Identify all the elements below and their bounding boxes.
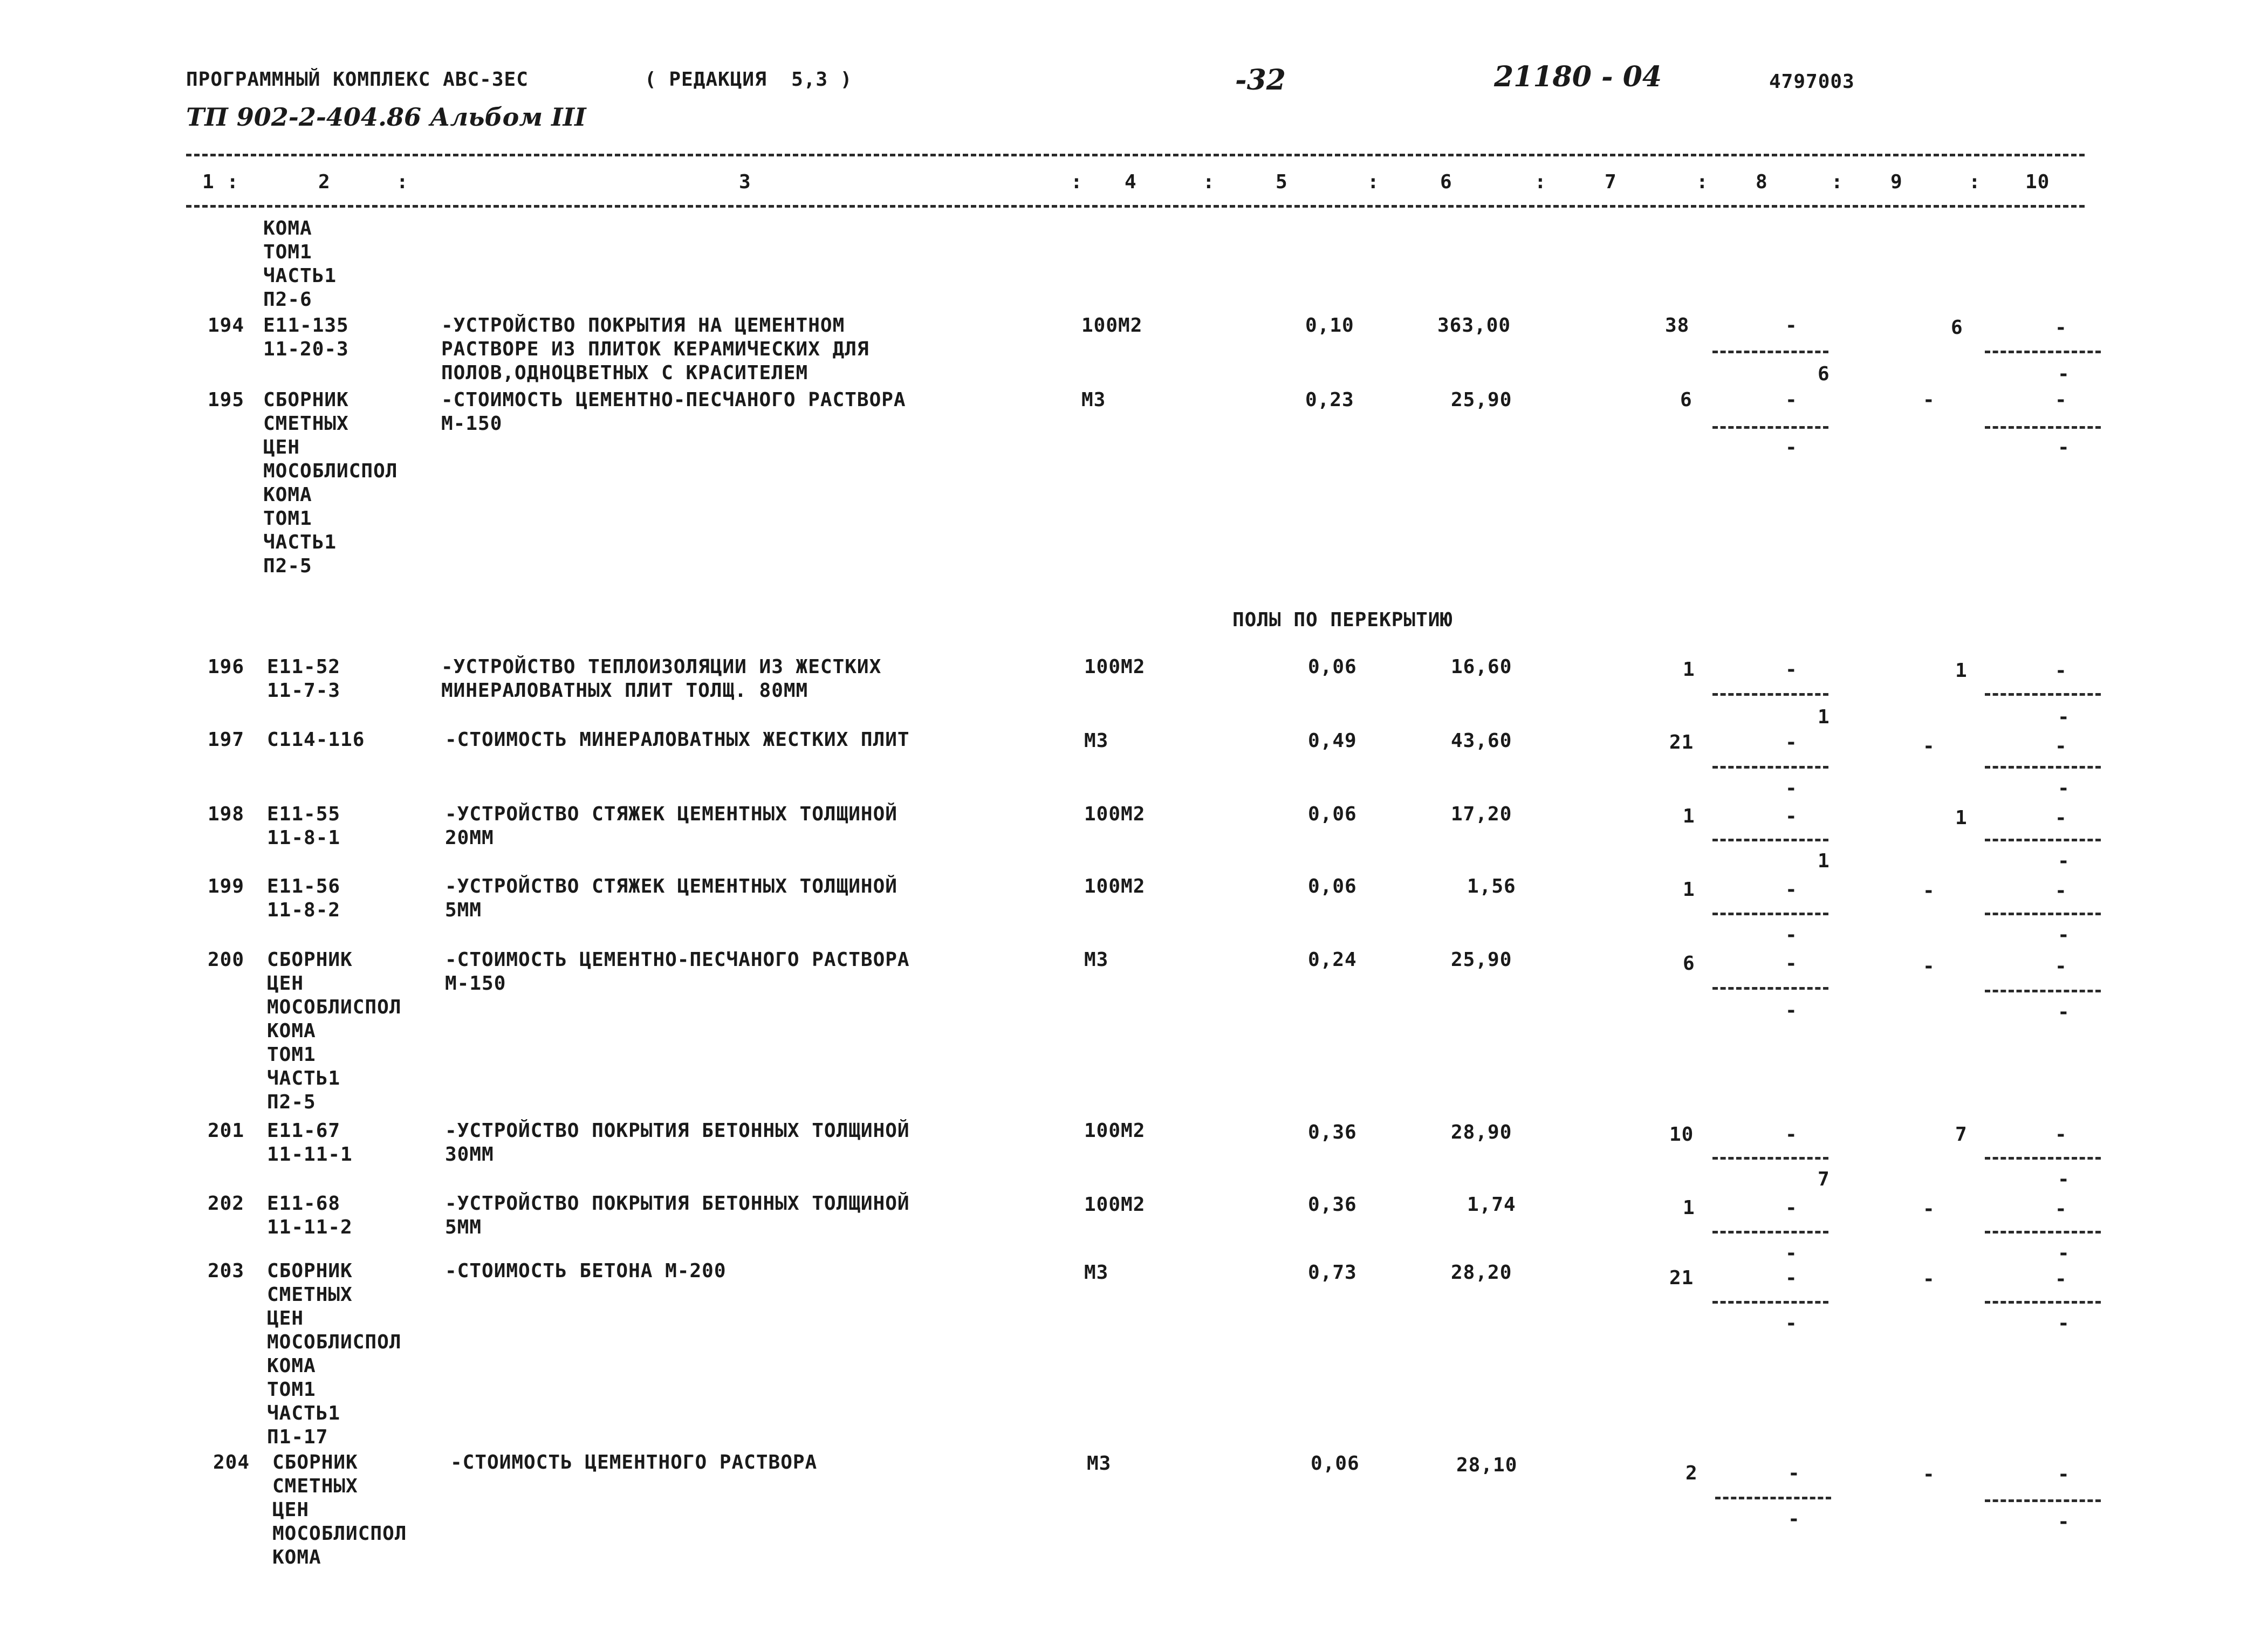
row-price: 16,60 [1451, 656, 1512, 678]
row-col10-bottom: - [2058, 706, 2070, 728]
row-code: Е11-55 11-8-1 [267, 803, 341, 849]
row-col8-bottom: - [1785, 1312, 1798, 1334]
row-col9: - [1923, 1198, 1935, 1220]
row-unit: М3 [1081, 389, 1106, 411]
row-col10-bottom: - [2058, 777, 2070, 799]
col-4: 4 [1125, 171, 1137, 193]
fraction-line [1985, 766, 2101, 769]
col-5: 5 [1276, 171, 1288, 193]
row-col8-bottom: - [1788, 1508, 1800, 1530]
row-col8-bottom: 1 [1818, 850, 1830, 872]
col-sep: : [1367, 171, 1380, 193]
row-code: Е11-135 11-20-3 [263, 314, 349, 360]
col-sep: : [1831, 171, 1844, 193]
fraction-line [1985, 426, 2101, 429]
row-col10-bottom: - [2058, 850, 2070, 872]
row-col10-top: - [2055, 1123, 2067, 1146]
row-number: 196 [208, 656, 245, 678]
row-price: 28,20 [1451, 1262, 1512, 1284]
row-price: 363,00 [1437, 314, 1511, 337]
col-sep: : [396, 171, 409, 193]
row-col7: 1 [1683, 1197, 1695, 1219]
row-col9: 1 [1955, 807, 1968, 829]
row-col10-top: - [2055, 955, 2067, 977]
row-col10-bottom: - [2058, 1168, 2070, 1190]
row-col7: 10 [1669, 1123, 1694, 1146]
row-price: 43,60 [1451, 730, 1512, 752]
row-col7: 6 [1683, 952, 1695, 975]
row-col8-bottom: - [1785, 1242, 1798, 1264]
row-number: 203 [208, 1260, 245, 1282]
row-col7: 21 [1669, 731, 1694, 753]
row-code: СБОРНИК СМЕТНЫХ ЦЕН МОСОБЛИСПОЛ КОМА ТОМ1 ЧАСТЬ1 П2-5 [263, 389, 398, 577]
row-unit: М3 [1087, 1452, 1112, 1475]
row-quantity: 0,06 [1311, 1452, 1360, 1475]
row-number: 199 [208, 875, 245, 897]
row-quantity: 0,06 [1308, 803, 1357, 825]
row-code: СБОРНИК СМЕТНЫХ ЦЕН МОСОБЛИСПОЛ КОМА [272, 1451, 407, 1568]
col-sep: : [1534, 171, 1547, 193]
fraction-line [1985, 1499, 2101, 1502]
row-col8-top: - [1785, 952, 1798, 975]
row-col10-top: - [2058, 1463, 2070, 1485]
fraction-line [1985, 693, 2101, 696]
row-col8-bottom: - [1785, 999, 1798, 1022]
row-col9: 6 [1951, 317, 1963, 339]
row-unit: 100М2 [1084, 803, 1146, 825]
row-unit: 100М2 [1081, 314, 1143, 337]
row-number: 201 [208, 1120, 245, 1142]
fraction-line [1985, 1157, 2101, 1160]
row-col8-top: - [1785, 659, 1798, 681]
row-col9: - [1923, 1268, 1935, 1290]
row-quantity: 0,23 [1305, 389, 1354, 411]
row-col8-top: - [1788, 1462, 1800, 1484]
row-unit: М3 [1084, 1262, 1109, 1284]
header-rule-top [186, 154, 2085, 156]
row-quantity: 0,36 [1308, 1121, 1357, 1143]
row-price: 17,20 [1451, 803, 1512, 825]
fraction-line [1712, 693, 1828, 696]
row-description: -СТОИМОСТЬ БЕТОНА М-200 [445, 1260, 727, 1282]
row-quantity: 0,10 [1305, 314, 1354, 337]
row-description: -УСТРОЙСТВО ПОКРЫТИЯ БЕТОННЫХ ТОЛЩИНОЙ 30ММ [445, 1120, 910, 1166]
row-col10-top: - [2055, 807, 2067, 829]
row-col10-top: - [2055, 660, 2067, 682]
doc-code: 21180 - 04 [1494, 60, 1662, 93]
row-description: -УСТРОЙСТВО СТЯЖЕК ЦЕМЕНТНЫХ ТОЛЩИНОЙ 5ММ [445, 875, 897, 921]
row-code: СБОРНИК ЦЕН МОСОБЛИСПОЛ КОМА ТОМ1 ЧАСТЬ1 П2-5 [267, 949, 402, 1113]
row-col8-bottom: 1 [1818, 706, 1830, 728]
row-col8-bottom: - [1785, 436, 1798, 458]
row-price: 25,90 [1451, 949, 1512, 971]
col-2: 2 [318, 171, 331, 193]
row-number: 204 [213, 1451, 250, 1474]
col-8: 8 [1756, 171, 1768, 193]
fraction-line [1712, 839, 1828, 841]
row-unit: М3 [1084, 730, 1109, 752]
row-price: 28,10 [1456, 1454, 1518, 1476]
row-col7: 1 [1683, 659, 1695, 681]
row-col9: - [1923, 389, 1935, 411]
row-number: 194 [208, 314, 245, 337]
row-col8-bottom: 7 [1818, 1168, 1830, 1190]
row-number: 197 [208, 729, 245, 751]
row-col9: - [1923, 880, 1935, 902]
row-quantity: 0,49 [1308, 730, 1357, 752]
row-unit: 100М2 [1084, 1194, 1146, 1216]
row-code: Е11-67 11-11-1 [267, 1120, 353, 1166]
col-9: 9 [1890, 171, 1903, 193]
row-col9: - [1923, 955, 1935, 977]
row-col7: 1 [1683, 805, 1695, 827]
row-col10-top: - [2055, 880, 2067, 902]
row-description: -УСТРОЙСТВО СТЯЖЕК ЦЕМЕНТНЫХ ТОЛЩИНОЙ 20ММ [445, 803, 897, 849]
row-description: -УСТРОЙСТВО ПОКРЫТИЯ БЕТОННЫХ ТОЛЩИНОЙ 5ММ [445, 1193, 910, 1238]
col-6: 6 [1440, 171, 1452, 193]
row-unit: М3 [1084, 949, 1109, 971]
fraction-line [1712, 987, 1828, 990]
row-number: 195 [208, 389, 245, 411]
row-description: -СТОИМОСТЬ ЦЕМЕНТНО-ПЕСЧАНОГО РАСТВОРА М-150 [441, 389, 906, 435]
edition: ( РЕДАКЦИЯ 5,3 ) [645, 68, 853, 91]
col-sep: : [1696, 171, 1709, 193]
row-description: -УСТРОЙСТВО ПОКРЫТИЯ НА ЦЕМЕНТНОМ РАСТВОРЕ ИЗ ПЛИТОК КЕРАМИЧЕСКИХ ДЛЯ ПОЛОВ,ОДНОЦВЕТНЫХ С КРАСИТЕЛЕМ [441, 314, 869, 384]
row-description: -СТОИМОСТЬ ЦЕМЕНТНО-ПЕСЧАНОГО РАСТВОРА М-150 [445, 949, 910, 995]
row-description: -СТОИМОСТЬ ЦЕМЕНТНОГО РАСТВОРА [450, 1451, 818, 1474]
fraction-line [1715, 1497, 1831, 1499]
fraction-line [1712, 913, 1828, 915]
page-number: -32 [1235, 64, 1286, 97]
row-unit: 100М2 [1084, 656, 1146, 678]
row-quantity: 0,06 [1308, 656, 1357, 678]
row-col8-top: - [1785, 879, 1798, 901]
row-col10-bottom: - [2058, 1511, 2070, 1533]
fraction-line [1712, 1301, 1828, 1304]
row-code: С114-116 [267, 729, 365, 751]
row-col10-top: - [2055, 735, 2067, 757]
row-number: 198 [208, 803, 245, 825]
fraction-line [1985, 990, 2101, 992]
row-col7: 21 [1669, 1267, 1694, 1289]
col-10: 10 [2025, 171, 2050, 193]
section-title: ПОЛЫ ПО ПЕРЕКРЫТИЮ [1232, 609, 1453, 631]
row-col8-top: - [1785, 314, 1798, 337]
col-3: 3 [739, 171, 751, 193]
row-col8-top: - [1785, 1123, 1798, 1146]
program-name: ПРОГРАММНЫЙ КОМПЛЕКС АВС-3ЕС [186, 68, 529, 91]
row-col7: 1 [1683, 879, 1695, 901]
row-quantity: 0,73 [1308, 1262, 1357, 1284]
row-col10-bottom: - [2058, 1242, 2070, 1264]
row-col8-top: - [1785, 1197, 1798, 1219]
row-col7: 38 [1665, 314, 1690, 337]
row-description: -СТОИМОСТЬ МИНЕРАЛОВАТНЫХ ЖЕСТКИХ ПЛИТ [445, 729, 910, 751]
row-col10-bottom: - [2058, 1312, 2070, 1334]
row-col10-bottom: - [2058, 1001, 2070, 1023]
album-label: ТП 902-2-404.86 Альбом III [186, 102, 586, 132]
row-price: 1,74 [1467, 1194, 1516, 1216]
fraction-line [1985, 913, 2101, 915]
row-quantity: 0,36 [1308, 1194, 1357, 1216]
row-col8-bottom: - [1785, 777, 1798, 799]
row-quantity: 0,24 [1308, 949, 1357, 971]
col-7: 7 [1605, 171, 1617, 193]
row-col8-bottom: 6 [1818, 363, 1830, 385]
fraction-line [1712, 351, 1828, 353]
row-col9: - [1923, 1463, 1935, 1485]
fraction-line [1712, 1231, 1828, 1233]
row-number: 202 [208, 1193, 245, 1215]
row-code: Е11-68 11-11-2 [267, 1193, 353, 1238]
row-col8-top: - [1785, 805, 1798, 827]
row-col7: 2 [1685, 1462, 1698, 1484]
row-code: Е11-52 11-7-3 [267, 656, 341, 702]
row-col9: 1 [1955, 660, 1968, 682]
row-col8-top: - [1785, 389, 1798, 411]
col-sep: : [1203, 171, 1215, 193]
row-number: 200 [208, 949, 245, 971]
row-price: 1,56 [1467, 875, 1516, 897]
row-price: 25,90 [1451, 389, 1512, 411]
col-sep: : [1071, 171, 1083, 193]
row-col8-top: - [1785, 1267, 1798, 1289]
row-col10-top: - [2055, 389, 2067, 411]
fraction-line [1985, 1231, 2101, 1233]
row-code: Е11-56 11-8-2 [267, 875, 341, 921]
fraction-line [1712, 426, 1828, 429]
row-col10-bottom: - [2058, 436, 2070, 458]
row-quantity: 0,06 [1308, 875, 1357, 897]
row-col10-top: - [2055, 1268, 2067, 1290]
fraction-line [1985, 839, 2101, 841]
row-col10-top: - [2055, 1198, 2067, 1220]
row-col10-top: - [2055, 317, 2067, 339]
row-col10-bottom: - [2058, 924, 2070, 946]
row-col9: 7 [1955, 1123, 1968, 1146]
row-unit: 100М2 [1084, 1120, 1146, 1142]
fraction-line [1985, 351, 2101, 353]
doc-number: 4797003 [1769, 71, 1855, 93]
row-description: -УСТРОЙСТВО ТЕПЛОИЗОЛЯЦИИ ИЗ ЖЕСТКИХ МИНЕРАЛОВАТНЫХ ПЛИТ ТОЛЩ. 80ММ [441, 656, 882, 702]
fraction-line [1712, 766, 1828, 769]
row-continuation-code: КОМА ТОМ1 ЧАСТЬ1 П2-6 [263, 217, 337, 311]
fraction-line [1712, 1157, 1828, 1160]
row-unit: 100М2 [1084, 875, 1146, 897]
row-col8-bottom: - [1785, 924, 1798, 946]
col-sep: : [1969, 171, 1981, 193]
row-col9: - [1923, 735, 1935, 757]
row-col10-bottom: - [2058, 363, 2070, 385]
row-price: 28,90 [1451, 1121, 1512, 1143]
fraction-line [1985, 1301, 2101, 1304]
row-col8-top: - [1785, 731, 1798, 753]
header-rule-bottom [186, 205, 2085, 208]
row-col7: 6 [1680, 389, 1693, 411]
row-code: СБОРНИК СМЕТНЫХ ЦЕН МОСОБЛИСПОЛ КОМА ТОМ1 ЧАСТЬ1 П1-17 [267, 1260, 402, 1448]
col-1: 1 : [202, 171, 239, 193]
